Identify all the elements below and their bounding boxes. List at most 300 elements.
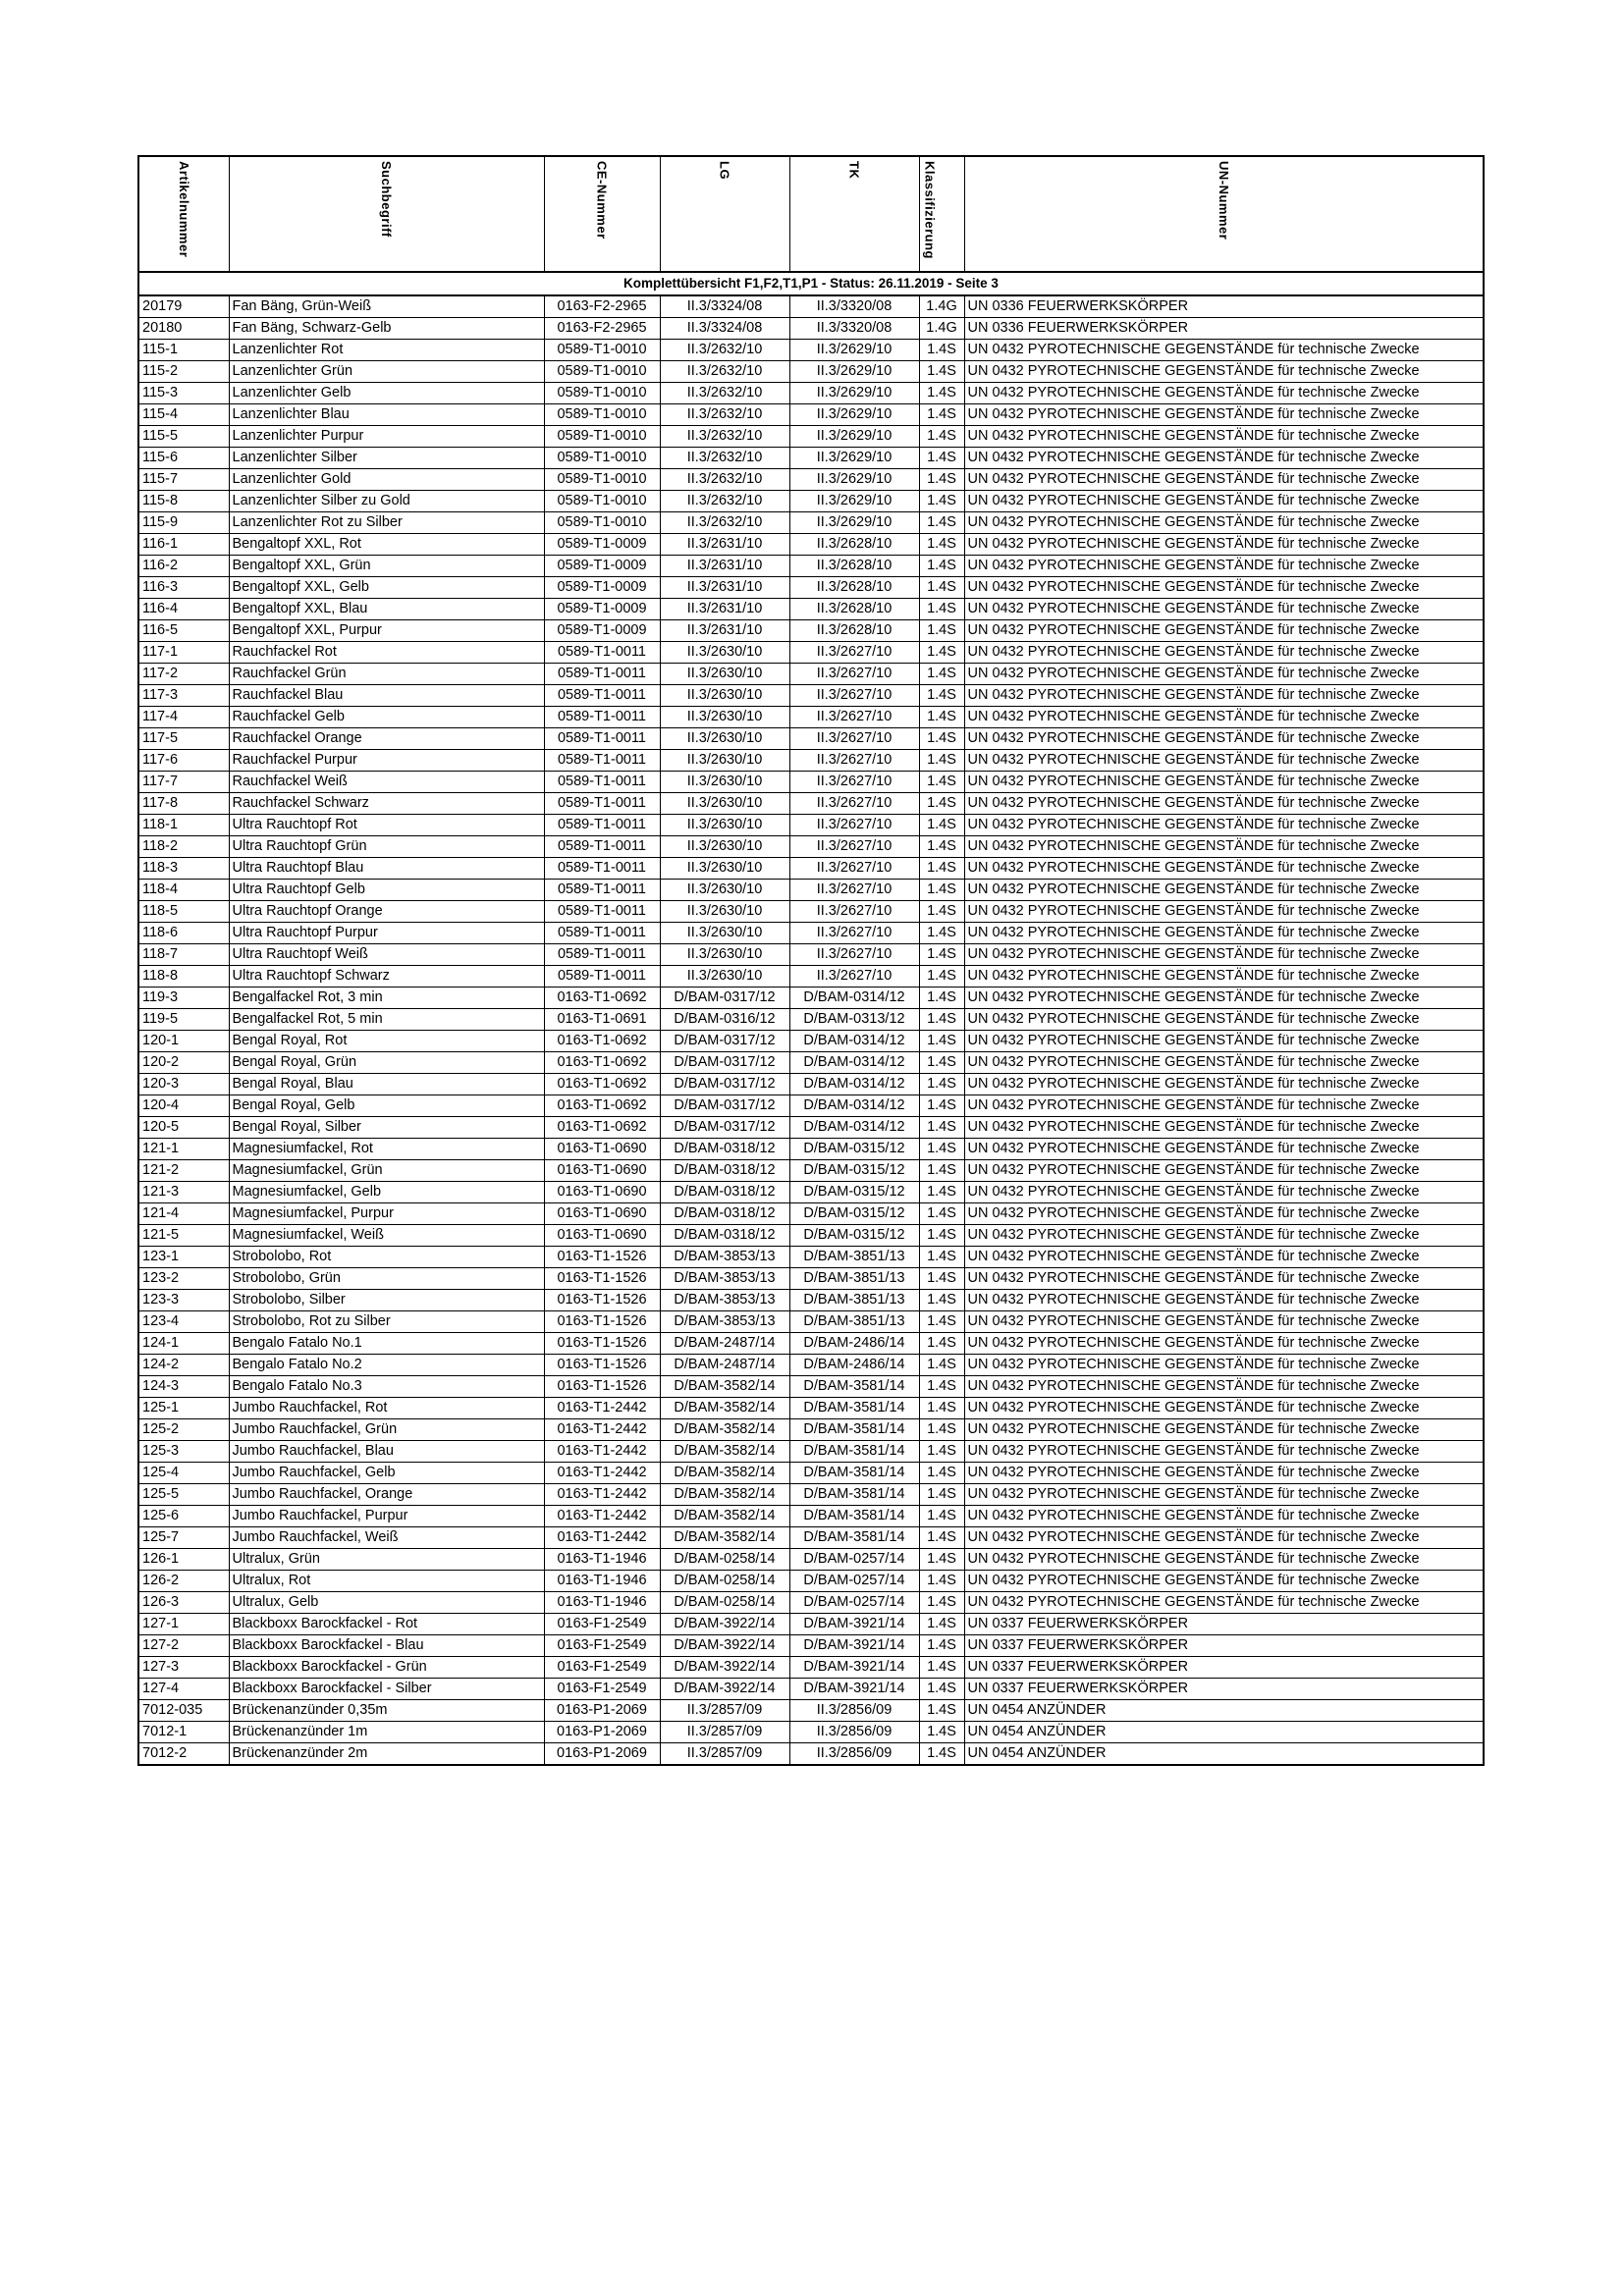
cell-artikelnummer: 117-1 xyxy=(138,642,229,664)
cell-lg: II.3/2630/10 xyxy=(660,858,789,880)
cell-suchbegriff: Ultralux, Gelb xyxy=(229,1592,544,1614)
product-table xyxy=(137,155,1485,1766)
cell-suchbegriff: Lanzenlichter Gelb xyxy=(229,383,544,404)
cell-un-nummer: UN 0432 PYROTECHNISCHE GEGENSTÄNDE für technische Zwecke xyxy=(964,556,1484,577)
cell-tk: D/BAM-3921/14 xyxy=(789,1679,919,1700)
cell-suchbegriff: Bengalo Fatalo No.2 xyxy=(229,1355,544,1376)
table-row xyxy=(138,1743,1484,1766)
table-row xyxy=(138,1311,1484,1333)
table-row xyxy=(138,1009,1484,1031)
column-header-row xyxy=(138,156,1484,272)
cell-lg: D/BAM-3582/14 xyxy=(660,1463,789,1484)
cell-suchbegriff: Bengalo Fatalo No.3 xyxy=(229,1376,544,1398)
cell-artikelnummer: 126-1 xyxy=(138,1549,229,1571)
cell-ce-nummer: 0163-F1-2549 xyxy=(544,1614,660,1635)
cell-un-nummer: UN 0336 FEUERWERKSKÖRPER xyxy=(964,318,1484,340)
cell-un-nummer: UN 0432 PYROTECHNISCHE GEGENSTÄNDE für technische Zwecke xyxy=(964,1441,1484,1463)
cell-tk: D/BAM-3851/13 xyxy=(789,1290,919,1311)
table-row xyxy=(138,426,1484,448)
cell-ce-nummer: 0589-T1-0011 xyxy=(544,664,660,685)
cell-un-nummer: UN 0336 FEUERWERKSKÖRPER xyxy=(964,295,1484,318)
cell-ce-nummer: 0163-P1-2069 xyxy=(544,1700,660,1722)
table-body xyxy=(138,295,1484,1765)
table-row xyxy=(138,1679,1484,1700)
cell-artikelnummer: 126-2 xyxy=(138,1571,229,1592)
cell-un-nummer: UN 0432 PYROTECHNISCHE GEGENSTÄNDE für technische Zwecke xyxy=(964,685,1484,707)
cell-lg: II.3/2630/10 xyxy=(660,966,789,988)
cell-klassifizierung: 1.4S xyxy=(919,556,964,577)
cell-lg: D/BAM-0316/12 xyxy=(660,1009,789,1031)
cell-un-nummer: UN 0432 PYROTECHNISCHE GEGENSTÄNDE für technische Zwecke xyxy=(964,448,1484,469)
cell-suchbegriff: Jumbo Rauchfackel, Purpur xyxy=(229,1506,544,1527)
cell-un-nummer: UN 0432 PYROTECHNISCHE GEGENSTÄNDE für technische Zwecke xyxy=(964,988,1484,1009)
cell-klassifizierung: 1.4S xyxy=(919,426,964,448)
table-row xyxy=(138,1160,1484,1182)
table-row xyxy=(138,361,1484,383)
table-row xyxy=(138,1203,1484,1225)
cell-ce-nummer: 0589-T1-0011 xyxy=(544,728,660,750)
cell-suchbegriff: Bengal Royal, Gelb xyxy=(229,1095,544,1117)
cell-artikelnummer: 116-2 xyxy=(138,556,229,577)
cell-suchbegriff: Ultra Rauchtopf Purpur xyxy=(229,923,544,944)
cell-artikelnummer: 127-3 xyxy=(138,1657,229,1679)
cell-suchbegriff: Rauchfackel Blau xyxy=(229,685,544,707)
cell-suchbegriff: Lanzenlichter Gold xyxy=(229,469,544,491)
cell-klassifizierung: 1.4S xyxy=(919,1635,964,1657)
cell-klassifizierung: 1.4S xyxy=(919,880,964,901)
table-row xyxy=(138,1074,1484,1095)
cell-suchbegriff: Jumbo Rauchfackel, Weiß xyxy=(229,1527,544,1549)
table-row xyxy=(138,340,1484,361)
cell-lg: D/BAM-2487/14 xyxy=(660,1355,789,1376)
cell-artikelnummer: 117-8 xyxy=(138,793,229,815)
cell-artikelnummer: 127-2 xyxy=(138,1635,229,1657)
table-row xyxy=(138,512,1484,534)
table-row xyxy=(138,923,1484,944)
cell-un-nummer: UN 0432 PYROTECHNISCHE GEGENSTÄNDE für technische Zwecke xyxy=(964,340,1484,361)
cell-suchbegriff: Ultralux, Grün xyxy=(229,1549,544,1571)
cell-suchbegriff: Bengaltopf XXL, Blau xyxy=(229,599,544,620)
cell-ce-nummer: 0589-T1-0010 xyxy=(544,448,660,469)
cell-artikelnummer: 124-3 xyxy=(138,1376,229,1398)
cell-ce-nummer: 0589-T1-0011 xyxy=(544,772,660,793)
cell-un-nummer: UN 0432 PYROTECHNISCHE GEGENSTÄNDE für technische Zwecke xyxy=(964,793,1484,815)
cell-artikelnummer: 115-4 xyxy=(138,404,229,426)
cell-tk: II.3/2629/10 xyxy=(789,383,919,404)
cell-artikelnummer: 119-5 xyxy=(138,1009,229,1031)
cell-artikelnummer: 120-5 xyxy=(138,1117,229,1139)
cell-un-nummer: UN 0432 PYROTECHNISCHE GEGENSTÄNDE für technische Zwecke xyxy=(964,1376,1484,1398)
cell-klassifizierung: 1.4S xyxy=(919,534,964,556)
cell-artikelnummer: 125-3 xyxy=(138,1441,229,1463)
cell-lg: II.3/2630/10 xyxy=(660,642,789,664)
cell-klassifizierung: 1.4S xyxy=(919,1117,964,1139)
cell-suchbegriff: Ultra Rauchtopf Blau xyxy=(229,858,544,880)
cell-artikelnummer: 20179 xyxy=(138,295,229,318)
cell-ce-nummer: 0163-T1-0690 xyxy=(544,1139,660,1160)
cell-suchbegriff: Strobolobo, Rot xyxy=(229,1247,544,1268)
cell-tk: D/BAM-2486/14 xyxy=(789,1333,919,1355)
cell-artikelnummer: 117-7 xyxy=(138,772,229,793)
cell-lg: II.3/2857/09 xyxy=(660,1743,789,1766)
table-row xyxy=(138,1484,1484,1506)
cell-tk: II.3/2627/10 xyxy=(789,901,919,923)
cell-ce-nummer: 0589-T1-0011 xyxy=(544,793,660,815)
table-row xyxy=(138,404,1484,426)
cell-artikelnummer: 115-1 xyxy=(138,340,229,361)
cell-lg: D/BAM-0318/12 xyxy=(660,1225,789,1247)
cell-artikelnummer: 119-3 xyxy=(138,988,229,1009)
cell-klassifizierung: 1.4S xyxy=(919,340,964,361)
cell-un-nummer: UN 0432 PYROTECHNISCHE GEGENSTÄNDE für technische Zwecke xyxy=(964,1355,1484,1376)
cell-klassifizierung: 1.4S xyxy=(919,1527,964,1549)
cell-suchbegriff: Ultra Rauchtopf Weiß xyxy=(229,944,544,966)
cell-artikelnummer: 121-1 xyxy=(138,1139,229,1160)
cell-un-nummer: UN 0432 PYROTECHNISCHE GEGENSTÄNDE für technische Zwecke xyxy=(964,1225,1484,1247)
cell-artikelnummer: 117-5 xyxy=(138,728,229,750)
cell-klassifizierung: 1.4S xyxy=(919,772,964,793)
cell-tk: II.3/2628/10 xyxy=(789,577,919,599)
cell-suchbegriff: Rauchfackel Purpur xyxy=(229,750,544,772)
cell-ce-nummer: 0589-T1-0009 xyxy=(544,534,660,556)
cell-klassifizierung: 1.4S xyxy=(919,815,964,836)
cell-klassifizierung: 1.4S xyxy=(919,1679,964,1700)
cell-klassifizierung: 1.4S xyxy=(919,1657,964,1679)
cell-artikelnummer: 120-3 xyxy=(138,1074,229,1095)
cell-klassifizierung: 1.4S xyxy=(919,1225,964,1247)
cell-un-nummer: UN 0432 PYROTECHNISCHE GEGENSTÄNDE für technische Zwecke xyxy=(964,966,1484,988)
cell-tk: D/BAM-0315/12 xyxy=(789,1139,919,1160)
cell-suchbegriff: Lanzenlichter Silber zu Gold xyxy=(229,491,544,512)
cell-lg: D/BAM-0317/12 xyxy=(660,1074,789,1095)
cell-artikelnummer: 123-4 xyxy=(138,1311,229,1333)
cell-lg: II.3/2632/10 xyxy=(660,512,789,534)
table-row xyxy=(138,1635,1484,1657)
table-row xyxy=(138,685,1484,707)
cell-un-nummer: UN 0432 PYROTECHNISCHE GEGENSTÄNDE für technische Zwecke xyxy=(964,599,1484,620)
cell-artikelnummer: 118-4 xyxy=(138,880,229,901)
cell-klassifizierung: 1.4S xyxy=(919,944,964,966)
header-tk: TK xyxy=(789,156,919,272)
table-row xyxy=(138,880,1484,901)
cell-klassifizierung: 1.4G xyxy=(919,318,964,340)
cell-ce-nummer: 0163-P1-2069 xyxy=(544,1743,660,1766)
cell-lg: II.3/2630/10 xyxy=(660,880,789,901)
cell-klassifizierung: 1.4S xyxy=(919,1182,964,1203)
cell-ce-nummer: 0589-T1-0010 xyxy=(544,512,660,534)
cell-lg: II.3/2632/10 xyxy=(660,426,789,448)
cell-ce-nummer: 0163-P1-2069 xyxy=(544,1722,660,1743)
cell-artikelnummer: 125-2 xyxy=(138,1419,229,1441)
cell-lg: D/BAM-3853/13 xyxy=(660,1268,789,1290)
table-row xyxy=(138,1463,1484,1484)
cell-suchbegriff: Rauchfackel Schwarz xyxy=(229,793,544,815)
cell-artikelnummer: 121-2 xyxy=(138,1160,229,1182)
cell-suchbegriff: Lanzenlichter Blau xyxy=(229,404,544,426)
cell-un-nummer: UN 0432 PYROTECHNISCHE GEGENSTÄNDE für technische Zwecke xyxy=(964,491,1484,512)
cell-tk: D/BAM-3921/14 xyxy=(789,1614,919,1635)
cell-klassifizierung: 1.4S xyxy=(919,728,964,750)
cell-klassifizierung: 1.4S xyxy=(919,1247,964,1268)
cell-suchbegriff: Magnesiumfackel, Rot xyxy=(229,1139,544,1160)
cell-klassifizierung: 1.4S xyxy=(919,750,964,772)
cell-suchbegriff: Ultra Rauchtopf Orange xyxy=(229,901,544,923)
cell-ce-nummer: 0163-T1-1946 xyxy=(544,1571,660,1592)
cell-ce-nummer: 0163-T1-0690 xyxy=(544,1182,660,1203)
cell-tk: D/BAM-0257/14 xyxy=(789,1592,919,1614)
cell-artikelnummer: 116-5 xyxy=(138,620,229,642)
cell-suchbegriff: Brückenanzünder 1m xyxy=(229,1722,544,1743)
cell-klassifizierung: 1.4S xyxy=(919,1722,964,1743)
cell-un-nummer: UN 0432 PYROTECHNISCHE GEGENSTÄNDE für technische Zwecke xyxy=(964,1419,1484,1441)
table-row xyxy=(138,1355,1484,1376)
table-row xyxy=(138,448,1484,469)
cell-tk: II.3/2629/10 xyxy=(789,448,919,469)
cell-klassifizierung: 1.4S xyxy=(919,1743,964,1766)
cell-ce-nummer: 0163-T1-2442 xyxy=(544,1463,660,1484)
cell-artikelnummer: 123-3 xyxy=(138,1290,229,1311)
cell-suchbegriff: Rauchfackel Orange xyxy=(229,728,544,750)
cell-artikelnummer: 123-2 xyxy=(138,1268,229,1290)
cell-lg: D/BAM-0317/12 xyxy=(660,1095,789,1117)
table-row xyxy=(138,836,1484,858)
cell-ce-nummer: 0163-T1-2442 xyxy=(544,1527,660,1549)
cell-lg: D/BAM-0258/14 xyxy=(660,1571,789,1592)
cell-lg: D/BAM-3582/14 xyxy=(660,1527,789,1549)
cell-tk: II.3/2629/10 xyxy=(789,404,919,426)
cell-tk: II.3/2627/10 xyxy=(789,858,919,880)
cell-tk: II.3/2629/10 xyxy=(789,340,919,361)
status-line: Komplettübersicht F1,F2,T1,P1 - Status: 26.11.2019 - Seite 3 xyxy=(138,272,1484,295)
cell-klassifizierung: 1.4S xyxy=(919,923,964,944)
cell-artikelnummer: 124-1 xyxy=(138,1333,229,1355)
cell-ce-nummer: 0589-T1-0011 xyxy=(544,750,660,772)
cell-un-nummer: UN 0432 PYROTECHNISCHE GEGENSTÄNDE für technische Zwecke xyxy=(964,620,1484,642)
cell-un-nummer: UN 0432 PYROTECHNISCHE GEGENSTÄNDE für technische Zwecke xyxy=(964,923,1484,944)
cell-lg: D/BAM-3582/14 xyxy=(660,1419,789,1441)
cell-suchbegriff: Jumbo Rauchfackel, Grün xyxy=(229,1419,544,1441)
cell-artikelnummer: 117-6 xyxy=(138,750,229,772)
cell-suchbegriff: Ultra Rauchtopf Gelb xyxy=(229,880,544,901)
cell-tk: D/BAM-3581/14 xyxy=(789,1484,919,1506)
cell-un-nummer: UN 0432 PYROTECHNISCHE GEGENSTÄNDE für technische Zwecke xyxy=(964,1333,1484,1355)
cell-klassifizierung: 1.4S xyxy=(919,512,964,534)
cell-suchbegriff: Rauchfackel Rot xyxy=(229,642,544,664)
cell-tk: D/BAM-2486/14 xyxy=(789,1355,919,1376)
table-row xyxy=(138,988,1484,1009)
cell-lg: D/BAM-0317/12 xyxy=(660,1052,789,1074)
table-row xyxy=(138,772,1484,793)
table-row xyxy=(138,966,1484,988)
cell-lg: D/BAM-0318/12 xyxy=(660,1139,789,1160)
cell-ce-nummer: 0163-T1-1526 xyxy=(544,1355,660,1376)
cell-klassifizierung: 1.4S xyxy=(919,1031,964,1052)
cell-lg: D/BAM-3582/14 xyxy=(660,1441,789,1463)
cell-lg: II.3/2630/10 xyxy=(660,944,789,966)
cell-un-nummer: UN 0432 PYROTECHNISCHE GEGENSTÄNDE für technische Zwecke xyxy=(964,642,1484,664)
cell-artikelnummer: 20180 xyxy=(138,318,229,340)
cell-un-nummer: UN 0432 PYROTECHNISCHE GEGENSTÄNDE für technische Zwecke xyxy=(964,815,1484,836)
cell-lg: II.3/2632/10 xyxy=(660,491,789,512)
cell-artikelnummer: 118-6 xyxy=(138,923,229,944)
cell-artikelnummer: 118-2 xyxy=(138,836,229,858)
cell-un-nummer: UN 0432 PYROTECHNISCHE GEGENSTÄNDE für technische Zwecke xyxy=(964,707,1484,728)
cell-ce-nummer: 0163-T1-2442 xyxy=(544,1484,660,1506)
cell-klassifizierung: 1.4S xyxy=(919,1592,964,1614)
header-un-nummer: UN-Nummer xyxy=(964,156,1484,272)
cell-ce-nummer: 0163-T1-1526 xyxy=(544,1333,660,1355)
cell-tk: II.3/2627/10 xyxy=(789,728,919,750)
cell-tk: II.3/2629/10 xyxy=(789,426,919,448)
cell-suchbegriff: Jumbo Rauchfackel, Blau xyxy=(229,1441,544,1463)
cell-ce-nummer: 0163-T1-0690 xyxy=(544,1160,660,1182)
cell-artikelnummer: 118-5 xyxy=(138,901,229,923)
cell-ce-nummer: 0163-T1-0692 xyxy=(544,988,660,1009)
cell-tk: II.3/2627/10 xyxy=(789,880,919,901)
table-row xyxy=(138,944,1484,966)
cell-artikelnummer: 125-7 xyxy=(138,1527,229,1549)
table-row xyxy=(138,1333,1484,1355)
cell-ce-nummer: 0589-T1-0011 xyxy=(544,966,660,988)
cell-tk: D/BAM-0314/12 xyxy=(789,1031,919,1052)
cell-ce-nummer: 0589-T1-0010 xyxy=(544,383,660,404)
cell-lg: II.3/2631/10 xyxy=(660,620,789,642)
cell-un-nummer: UN 0432 PYROTECHNISCHE GEGENSTÄNDE für technische Zwecke xyxy=(964,1182,1484,1203)
cell-artikelnummer: 115-7 xyxy=(138,469,229,491)
cell-un-nummer: UN 0454 ANZÜNDER xyxy=(964,1743,1484,1766)
cell-lg: II.3/3324/08 xyxy=(660,295,789,318)
cell-tk: D/BAM-3921/14 xyxy=(789,1657,919,1679)
cell-suchbegriff: Bengalfackel Rot, 5 min xyxy=(229,1009,544,1031)
cell-tk: D/BAM-3581/14 xyxy=(789,1441,919,1463)
cell-tk: II.3/2627/10 xyxy=(789,923,919,944)
cell-ce-nummer: 0163-T1-0691 xyxy=(544,1009,660,1031)
cell-ce-nummer: 0589-T1-0011 xyxy=(544,923,660,944)
cell-un-nummer: UN 0432 PYROTECHNISCHE GEGENSTÄNDE für technische Zwecke xyxy=(964,901,1484,923)
cell-ce-nummer: 0163-T1-0690 xyxy=(544,1225,660,1247)
table-row xyxy=(138,1398,1484,1419)
table-row xyxy=(138,620,1484,642)
table-row xyxy=(138,858,1484,880)
cell-lg: D/BAM-0318/12 xyxy=(660,1182,789,1203)
cell-un-nummer: UN 0432 PYROTECHNISCHE GEGENSTÄNDE für technische Zwecke xyxy=(964,1527,1484,1549)
cell-lg: D/BAM-0317/12 xyxy=(660,1117,789,1139)
cell-un-nummer: UN 0337 FEUERWERKSKÖRPER xyxy=(964,1657,1484,1679)
cell-klassifizierung: 1.4S xyxy=(919,1484,964,1506)
cell-un-nummer: UN 0432 PYROTECHNISCHE GEGENSTÄNDE für technische Zwecke xyxy=(964,1484,1484,1506)
cell-klassifizierung: 1.4S xyxy=(919,988,964,1009)
cell-tk: D/BAM-3581/14 xyxy=(789,1398,919,1419)
cell-suchbegriff: Magnesiumfackel, Weiß xyxy=(229,1225,544,1247)
cell-klassifizierung: 1.4S xyxy=(919,1009,964,1031)
cell-tk: II.3/2627/10 xyxy=(789,815,919,836)
cell-tk: D/BAM-3581/14 xyxy=(789,1376,919,1398)
cell-tk: II.3/2629/10 xyxy=(789,512,919,534)
cell-ce-nummer: 0163-T1-1526 xyxy=(544,1311,660,1333)
cell-ce-nummer: 0163-T1-1526 xyxy=(544,1268,660,1290)
cell-suchbegriff: Bengaltopf XXL, Gelb xyxy=(229,577,544,599)
cell-artikelnummer: 117-2 xyxy=(138,664,229,685)
cell-klassifizierung: 1.4S xyxy=(919,404,964,426)
table-row xyxy=(138,577,1484,599)
cell-artikelnummer: 117-3 xyxy=(138,685,229,707)
cell-tk: II.3/2628/10 xyxy=(789,556,919,577)
table-row xyxy=(138,1117,1484,1139)
cell-suchbegriff: Fan Bäng, Schwarz-Gelb xyxy=(229,318,544,340)
cell-suchbegriff: Ultra Rauchtopf Grün xyxy=(229,836,544,858)
table-row xyxy=(138,728,1484,750)
cell-suchbegriff: Ultra Rauchtopf Rot xyxy=(229,815,544,836)
table-row xyxy=(138,664,1484,685)
cell-suchbegriff: Bengaltopf XXL, Purpur xyxy=(229,620,544,642)
cell-un-nummer: UN 0432 PYROTECHNISCHE GEGENSTÄNDE für technische Zwecke xyxy=(964,1290,1484,1311)
cell-ce-nummer: 0163-F1-2549 xyxy=(544,1657,660,1679)
cell-lg: II.3/2630/10 xyxy=(660,923,789,944)
cell-ce-nummer: 0163-F2-2965 xyxy=(544,295,660,318)
cell-klassifizierung: 1.4S xyxy=(919,1549,964,1571)
cell-suchbegriff: Bengal Royal, Rot xyxy=(229,1031,544,1052)
table-row xyxy=(138,1700,1484,1722)
cell-klassifizierung: 1.4S xyxy=(919,707,964,728)
table-row xyxy=(138,318,1484,340)
cell-artikelnummer: 125-6 xyxy=(138,1506,229,1527)
cell-tk: D/BAM-0314/12 xyxy=(789,1095,919,1117)
cell-suchbegriff: Jumbo Rauchfackel, Rot xyxy=(229,1398,544,1419)
cell-ce-nummer: 0163-F2-2965 xyxy=(544,318,660,340)
cell-lg: II.3/2632/10 xyxy=(660,383,789,404)
table-row xyxy=(138,815,1484,836)
cell-klassifizierung: 1.4S xyxy=(919,685,964,707)
cell-un-nummer: UN 0432 PYROTECHNISCHE GEGENSTÄNDE für technische Zwecke xyxy=(964,1117,1484,1139)
header-artikelnummer: Artikelnummer xyxy=(138,156,229,272)
cell-un-nummer: UN 0454 ANZÜNDER xyxy=(964,1722,1484,1743)
cell-ce-nummer: 0163-T1-0692 xyxy=(544,1052,660,1074)
table-row xyxy=(138,1095,1484,1117)
cell-tk: II.3/2627/10 xyxy=(789,750,919,772)
cell-artikelnummer: 115-8 xyxy=(138,491,229,512)
table-row xyxy=(138,1290,1484,1311)
cell-suchbegriff: Blackboxx Barockfackel - Silber xyxy=(229,1679,544,1700)
cell-klassifizierung: 1.4S xyxy=(919,620,964,642)
cell-artikelnummer: 125-5 xyxy=(138,1484,229,1506)
cell-klassifizierung: 1.4S xyxy=(919,1333,964,1355)
cell-ce-nummer: 0589-T1-0010 xyxy=(544,491,660,512)
cell-un-nummer: UN 0432 PYROTECHNISCHE GEGENSTÄNDE für technische Zwecke xyxy=(964,1139,1484,1160)
cell-tk: D/BAM-0313/12 xyxy=(789,1009,919,1031)
cell-tk: D/BAM-0314/12 xyxy=(789,1117,919,1139)
cell-un-nummer: UN 0432 PYROTECHNISCHE GEGENSTÄNDE für technische Zwecke xyxy=(964,1160,1484,1182)
cell-un-nummer: UN 0432 PYROTECHNISCHE GEGENSTÄNDE für technische Zwecke xyxy=(964,1203,1484,1225)
cell-artikelnummer: 7012-1 xyxy=(138,1722,229,1743)
cell-suchbegriff: Blackboxx Barockfackel - Grün xyxy=(229,1657,544,1679)
cell-tk: II.3/2627/10 xyxy=(789,772,919,793)
cell-un-nummer: UN 0432 PYROTECHNISCHE GEGENSTÄNDE für technische Zwecke xyxy=(964,383,1484,404)
cell-un-nummer: UN 0432 PYROTECHNISCHE GEGENSTÄNDE für technische Zwecke xyxy=(964,534,1484,556)
cell-un-nummer: UN 0337 FEUERWERKSKÖRPER xyxy=(964,1635,1484,1657)
cell-klassifizierung: 1.4S xyxy=(919,599,964,620)
cell-lg: II.3/2632/10 xyxy=(660,469,789,491)
cell-artikelnummer: 7012-035 xyxy=(138,1700,229,1722)
cell-tk: II.3/2629/10 xyxy=(789,491,919,512)
cell-lg: D/BAM-3922/14 xyxy=(660,1679,789,1700)
cell-suchbegriff: Ultralux, Rot xyxy=(229,1571,544,1592)
table-row xyxy=(138,1247,1484,1268)
cell-klassifizierung: 1.4S xyxy=(919,1160,964,1182)
cell-ce-nummer: 0589-T1-0011 xyxy=(544,901,660,923)
cell-klassifizierung: 1.4S xyxy=(919,1441,964,1463)
cell-artikelnummer: 117-4 xyxy=(138,707,229,728)
cell-suchbegriff: Lanzenlichter Rot zu Silber xyxy=(229,512,544,534)
